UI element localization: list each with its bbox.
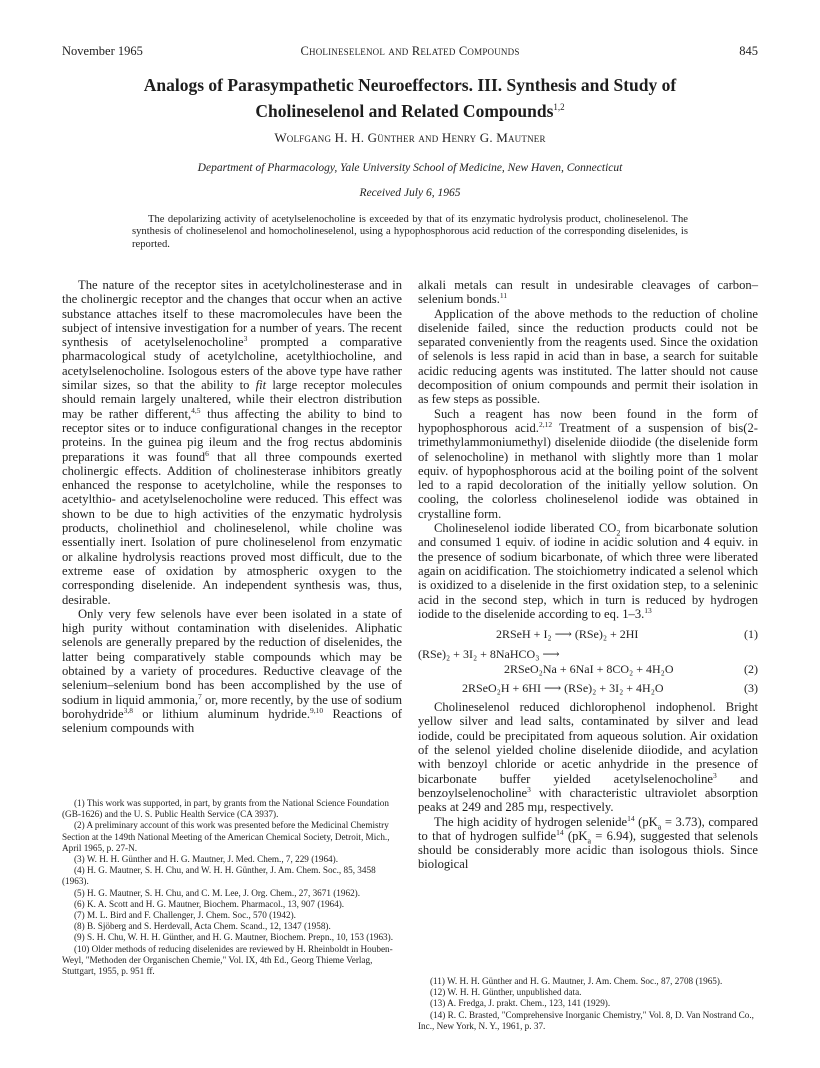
text-run: = 3.73), compared to that of hydrogen sulfide	[418, 814, 758, 843]
text-run: or lithium aluminum hydride.	[132, 706, 310, 721]
text-run-italic: fit	[255, 378, 267, 393]
equation-row	[418, 662, 758, 677]
citation: 6	[205, 448, 209, 458]
footnote: (6) K. A. Scott and H. G. Mautner, Biochem. Pharmacol., 13, 907 (1964).	[74, 898, 345, 909]
title-footnote-refs: 1,2	[553, 102, 565, 112]
equation-row	[418, 647, 758, 662]
citation: 9,10	[309, 705, 324, 715]
running-title: Cholineselenol and Related Compounds	[300, 44, 520, 58]
paragraph	[418, 700, 758, 814]
footnote: (10) Older methods of reducing diselenides are reviewed by H. Rheinboldt in Houben-Weyl, "Methoden der Organischen Chemie," Vol. IX, 4th Ed., Georg Thieme Verlag, Stuttgart, 1955, p. 951 ff.	[62, 943, 393, 977]
author-byline: Wolfgang H. H. Günther and Henry G. Mautner	[274, 130, 546, 145]
issue-date: November 1965	[62, 44, 143, 58]
paragraph	[62, 278, 402, 607]
text-run: The nature of the receptor sites in acetylcholinesterase and in the cholinergic receptor and the changes that occur when an active substance attaches itself to these macromolecules have been the subject of intensive investigation for a number of years. The recent synthesis of acetylselenocholine	[62, 278, 402, 350]
citation: 4,5	[191, 405, 201, 415]
footnote: (13) A. Fredga, J. prakt. Chem., 123, 141 (1929).	[430, 998, 611, 1009]
text-run: The high acidity of hydrogen selenide	[434, 814, 628, 829]
page-number: 845	[739, 44, 758, 58]
citation: 14	[556, 827, 564, 837]
received-date: Received July 6, 1965	[359, 187, 461, 199]
text-run: Reactions of selenium compounds with	[62, 706, 402, 736]
footnote: (1) This work was supported, in part, by grants from the National Science Foundation (GB-1626) and the U. S. Public Health Service (CA 3937).	[62, 798, 389, 820]
text-run: prompted a comparative pharmacological study of acetylcholine, acetylthiocholine, and acetylselenocholine. Isologous esters of the above type have rather similar sizes, so that the ability to	[62, 335, 402, 393]
equation-number: (2)	[744, 662, 758, 677]
subscript: 2	[616, 528, 621, 538]
citation: 11	[499, 291, 508, 301]
citation: 3,8	[123, 705, 133, 715]
citation: 7	[198, 691, 202, 701]
paragraph	[418, 521, 758, 621]
title-line-1: Analogs of Parasympathetic Neuroeffectors. III. Synthesis and Study of	[143, 75, 677, 95]
text-run: from bicarbonate solution and consumed 1 equiv. of iodine in acidic solution and 4 equiv. in the presence of sodium bicarbonate, of which three were liberated again on acidification. The stoichiometry indicated a selenol which is oxidized to a diselenide in the first oxidation step, to a seleninic acid in the second step, which in turn is reduced by hydrogen iodide to the diselenide according to eq. 1–3.	[418, 521, 758, 621]
text-run: alkali metals can result in undesirable cleavages of carbon–selenium bonds.	[418, 278, 758, 307]
citation: 2,12	[538, 419, 553, 429]
text-run: Only very few selenols have ever been isolated in a state of high purity without contamination with diselenides. Aliphatic selenols are generally prepared by the reduction of diselenides, the latter being comparatively stable compounds which may be obtained by a variety of procedures. Reductive cleavage of the selenium–selenium bond has been accomplished by the use of sodium in liquid ammonia,	[62, 606, 402, 707]
text-run: with characteristic ultraviolet absorption peaks at 249 and 285 mμ, respectively.	[418, 785, 758, 815]
footnote: (8) B. Sjöberg and S. Herdevall, Acta Chem. Scand., 12, 1347 (1958).	[74, 921, 331, 932]
abstract: The depolarizing activity of acetylselenocholine is exceeded by that of its enzymatic hydrolysis product, cholineselenol. The synthesis of cholineselenol and homocholineselenol, using a hypophosphorous acid reduction of the corresponding diselenides, is reported.	[132, 214, 688, 250]
footnote: (4) H. G. Mautner, S. H. Chu, and W. H. H. Günther, J. Am. Chem. Soc., 85, 3458 (1963).	[62, 865, 376, 887]
running-head	[62, 44, 758, 60]
paragraph	[418, 407, 758, 521]
citation: 14	[627, 813, 635, 823]
article-title	[70, 74, 750, 122]
equation-row	[418, 681, 758, 696]
text-run: = 6.94), suggested that selenols should be considerably more acidic than isologous thiols. Since biological	[418, 828, 758, 872]
text-run: Cholineselenol reduced dichlorophenol indophenol. Bright yellow silver and lead salts, contaminated by silver and lead iodide, could be precipitated from aqueous solution. Air oxidation of the selenol yielded choline diselenide diiodide, and acylation with benzoyl chloride or acetic anhydride in the presence of bicarbonate buffer yielded acetylselenocholine	[418, 700, 758, 786]
right-column	[418, 278, 758, 872]
footnote: (11) W. H. H. Günther and H. G. Mautner, J. Am. Chem. Soc., 87, 2708 (1965).	[430, 976, 723, 986]
footnote: (12) W. H. H. Günther, unpublished data.	[430, 987, 582, 998]
citation: 3	[527, 784, 531, 794]
title-line-2	[70, 96, 750, 122]
title-line-2-text: Cholineselenol and Related Compounds	[255, 100, 554, 121]
footnote: (7) M. L. Bird and F. Challenger, J. Chem. Soc., 570 (1942).	[74, 910, 296, 921]
text-run: Such a reagent has now been found in the form of hypophosphorous acid.	[418, 406, 758, 435]
paragraph	[418, 278, 758, 307]
text-run: thus affecting the ability to bind to receptor sites or to induce configurational changes in the receptor proteins. In the guinea pig ileum and the frog rectus abdominis preparations it was found	[62, 406, 402, 464]
footnotes-left	[62, 798, 402, 977]
equation-expression: 2RSeO₂Na + 6NaI + 8CO₂ + 4H₂O	[504, 662, 674, 677]
footnote: (5) H. G. Mautner, S. H. Chu, and C. M. Lee, J. Org. Chem., 27, 3671 (1962).	[74, 887, 361, 898]
text-run: Cholineselenol iodide liberated CO	[434, 521, 617, 536]
equation-row	[418, 627, 758, 642]
footnote: (9) S. H. Chu, W. H. H. Günther, and H. G. Mautner, Biochem. Prepn., 10, 153 (1963).	[74, 932, 394, 943]
text-run: (pK	[634, 814, 658, 829]
text-run: that all three compounds exerted cholinergic effects. Addition of cholinesterase inhibitors greatly enhanced the response to acetylcholine, while the responses to acetylthio- and acetylselenocholine were reduced. This effect was shown to be due to high activities of the enzymatic hydrolysis products, cholinethiol and cholineselenol, while choline was essentially inert. Isolation of pure cholineselenol from enzymatic or alkaline hydrolysis reactions proved most difficult, due to the extreme ease of oxidation by atmospheric oxygen to the corresponding diselenide. An independent synthesis was, thus, desirable.	[62, 449, 402, 607]
equation-expression: (RSe)₂ + 3I₂ + 8NaHCO₃ ⟶	[418, 647, 560, 662]
text-run: and benzoylselenocholine	[418, 771, 758, 800]
left-column	[62, 278, 402, 736]
equation-number: (3)	[744, 681, 758, 696]
text-run: Treatment of a suspension of bis(2-trimethylammoniumethyl) diselenide diiodide (the diselenide form of selenocholine) in methanol with slightly more than 1 molar equiv. of hypophosphorous acid at the boiling point of the solvent led to a rapid decoloration of the initially yellow solution. On cooling, the colorless cholineselenol iodide was obtained in crystalline form.	[418, 420, 758, 521]
subscript: a	[587, 836, 592, 846]
paragraph: Application of the above methods to the reduction of choline diselenide failed, since the reduction products could not be separated conveniently from the reagents used. Since the oxidation of selenols is less rapid in acid than in base, a search for suitable acidic reducing agents was instituted. The latter should not cause decomposition of onium compounds and permit their isolation in as few steps as possible.	[418, 306, 758, 407]
equation-expression: 2RSeH + I₂ ⟶ (RSe)₂ + 2HI	[496, 627, 639, 642]
text-run: or, more recently, by the use of sodium borohydride	[62, 692, 402, 721]
equation-expression: 2RSeO₂H + 6HI ⟶ (RSe)₂ + 3I₂ + 4H₂O	[462, 681, 664, 696]
paragraph	[418, 815, 758, 872]
citation: 3	[712, 770, 717, 780]
citation: 13	[644, 605, 652, 615]
affiliation: Department of Pharmacology, Yale University School of Medicine, New Haven, Connecticut	[197, 162, 623, 174]
equation-number: (1)	[744, 627, 758, 642]
citation: 3	[243, 334, 248, 343]
subscript: a	[657, 822, 662, 832]
footnote: (14) R. C. Brasted, "Comprehensive Inorganic Chemistry," Vol. 8, D. Van Nostrand Co., Inc., New York, N. Y., 1961, p. 37.	[418, 1009, 754, 1031]
text-run: large receptor molecules should remain largely unaltered, while their electron distribution may be rather different,	[62, 378, 402, 421]
footnote: (2) A preliminary account of this work was presented before the Medicinal Chemistry Section at the 149th National Meeting of the American Chemical Society, Detroit, Mich., April 1965, p. 27-N.	[62, 820, 390, 853]
equation-block	[418, 627, 758, 696]
text-run: (pK	[563, 828, 588, 843]
paragraph	[62, 607, 402, 736]
footnotes-right	[418, 976, 758, 1032]
footnote: (3) W. H. H. Günther and H. G. Mautner, J. Med. Chem., 7, 229 (1964).	[74, 854, 338, 865]
